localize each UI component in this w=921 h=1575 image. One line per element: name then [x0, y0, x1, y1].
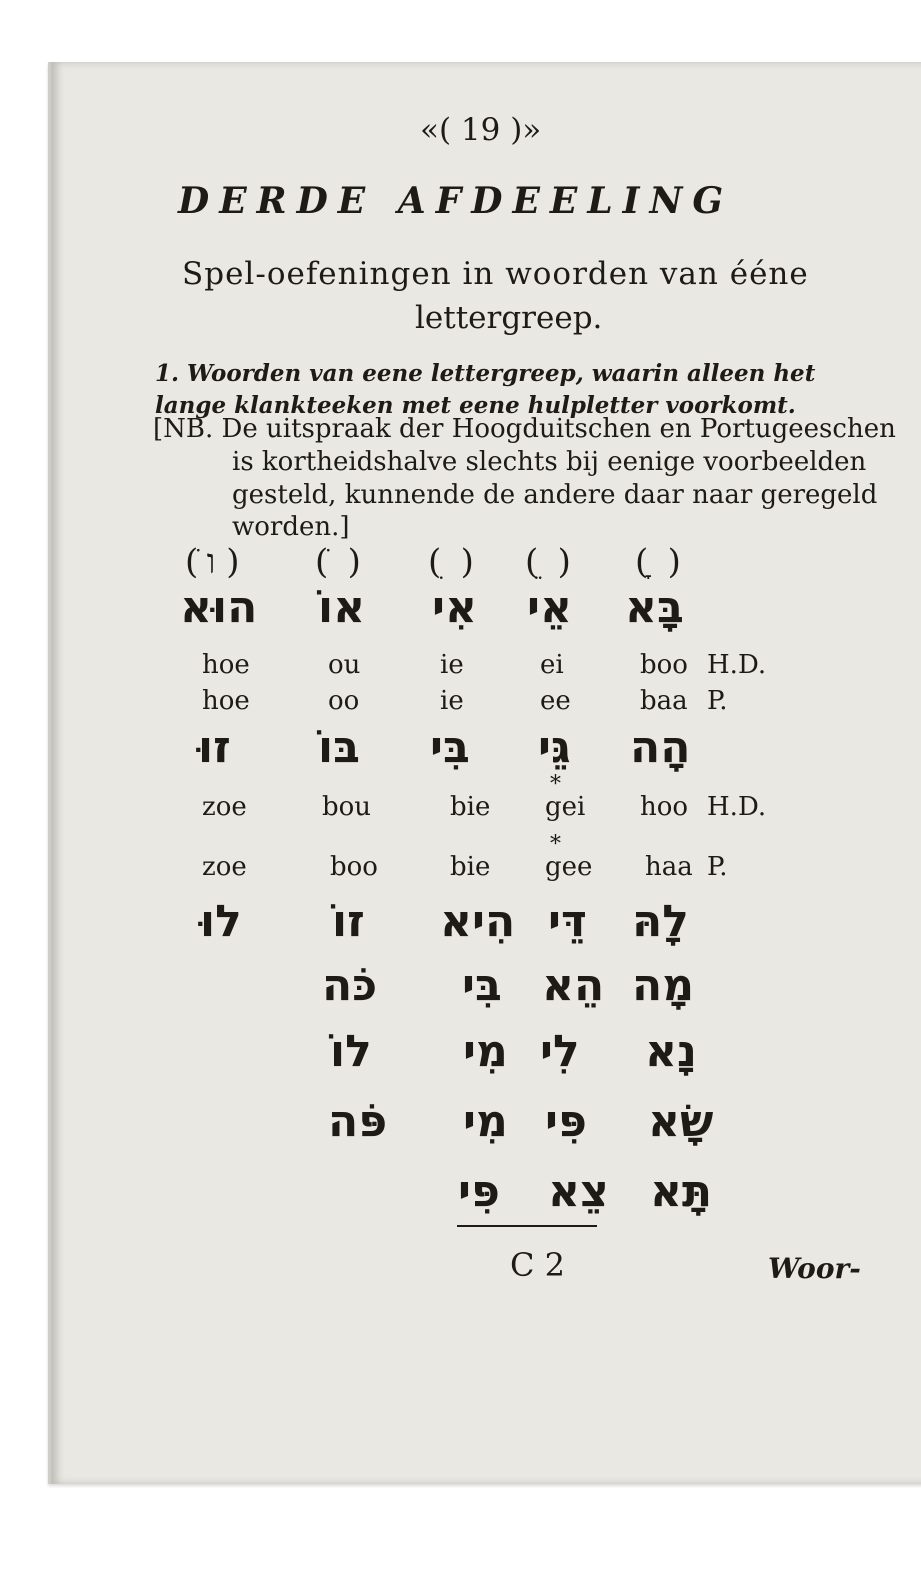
hebrew-word: פִּי	[458, 1166, 500, 1217]
vowel-sign-holem-vav: ( ֹו )	[185, 542, 240, 582]
transliteration: baa	[640, 686, 688, 716]
transliteration: hoe	[202, 686, 250, 716]
hebrew-word: אֵי	[527, 582, 572, 633]
transliteration: zoe	[202, 792, 247, 822]
hebrew-word: נָא	[645, 1026, 697, 1077]
transliteration: ie	[440, 650, 464, 680]
vowel-sign-hiriq: ( ִ )	[428, 542, 474, 582]
hebrew-word: שָׂא	[648, 1096, 714, 1147]
hebrew-word: הִיא	[440, 896, 516, 947]
hebrew-word: לוּ	[200, 896, 242, 947]
hebrew-word: זוֹ	[332, 896, 365, 947]
transliteration: bou	[322, 792, 372, 822]
hebrew-word: פֹּה	[328, 1096, 388, 1147]
transliteration: gee	[545, 852, 593, 882]
hebrew-word: בָּא	[625, 582, 684, 633]
transliteration: boo	[640, 650, 688, 680]
signature-mark: C 2	[510, 1246, 566, 1284]
page-number: «( 19 )»	[420, 112, 542, 148]
pronunciation-label: H.D.	[707, 792, 767, 822]
hebrew-word: לָהּ	[632, 896, 689, 947]
transliteration: boo	[330, 852, 378, 882]
transliteration: haa	[645, 852, 693, 882]
hebrew-word: תָּא	[650, 1166, 713, 1217]
hebrew-word: גֵּי	[538, 722, 571, 773]
catchword: Woor-	[768, 1252, 861, 1285]
note-line-2: is kortheidshalve slechts bij eenige voorbeelden	[232, 447, 867, 477]
hebrew-word: כֹּה	[322, 960, 378, 1011]
transliteration: ei	[540, 650, 564, 680]
hebrew-word: פִּי	[545, 1096, 587, 1147]
vowel-sign-tsere: ( ֵ )	[525, 542, 571, 582]
subtitle-line-1: Spel-oefeningen in woorden van ééne	[182, 256, 809, 292]
hebrew-word: זוּ	[198, 722, 231, 773]
hebrew-word: צֵא	[548, 1166, 609, 1217]
hebrew-word: הוּא	[180, 582, 258, 633]
hebrew-word: הָה	[630, 722, 691, 773]
note-line-1: [NB. De uitspraak der Hoogduitschen en Portugeeschen	[153, 414, 896, 444]
hebrew-word: אִי	[432, 582, 477, 633]
transliteration: ee	[540, 686, 571, 716]
asterisk-mark: *	[550, 772, 561, 797]
transliteration: ie	[440, 686, 464, 716]
note-line-4: worden.]	[232, 512, 350, 542]
pronunciation-label: P.	[707, 686, 728, 716]
hebrew-word: דֵּי	[548, 896, 587, 947]
bottom-rule	[457, 1225, 597, 1227]
hebrew-word: מִי	[463, 1096, 508, 1147]
hebrew-word: לוֹ	[330, 1026, 372, 1077]
transliteration: hoo	[640, 792, 689, 822]
note-line-3: gesteld, kunnende de andere daar naar geregeld	[232, 480, 878, 510]
asterisk-mark: *	[550, 832, 561, 857]
transliteration: hoe	[202, 650, 250, 680]
hebrew-word: אוֹ	[318, 582, 366, 633]
subtitle-line-2: lettergreep.	[415, 300, 603, 336]
pronunciation-label: P.	[707, 852, 728, 882]
hebrew-word: לִי	[540, 1026, 580, 1077]
pronunciation-label: H.D.	[707, 650, 767, 680]
vowel-sign-qamats: ( ָ )	[635, 542, 681, 582]
hebrew-word: מָה	[632, 960, 695, 1011]
hebrew-word: בִּי	[462, 960, 502, 1011]
item-line-1: 1. Woorden van eene lettergreep, waarin alleen het	[155, 360, 816, 387]
transliteration: gei	[545, 792, 586, 822]
transliteration: bie	[450, 852, 491, 882]
transliteration: bie	[450, 792, 491, 822]
item-line-2: lange klankteeken met eene hulpletter voorkomt.	[155, 392, 796, 419]
transliteration: zoe	[202, 852, 247, 882]
hebrew-word: בּוֹ	[318, 722, 360, 773]
hebrew-word: מִי	[463, 1026, 508, 1077]
hebrew-word: הֵא	[542, 960, 605, 1011]
transliteration: ou	[328, 650, 361, 680]
vowel-sign-holem: ( ֹ )	[315, 542, 361, 582]
hebrew-word: בִּי	[430, 722, 470, 773]
section-heading: DERDE AFDEELING	[178, 180, 734, 222]
transliteration: oo	[328, 686, 360, 716]
